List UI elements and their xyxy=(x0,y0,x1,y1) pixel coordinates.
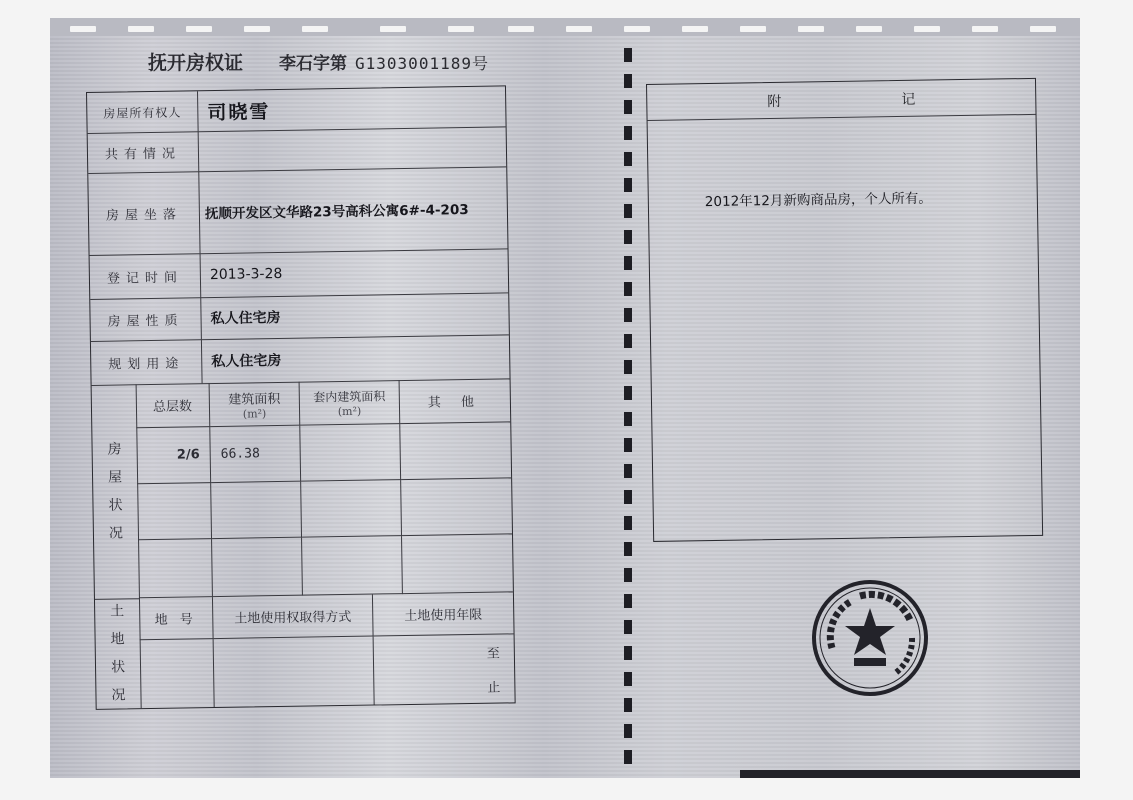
strip-mark xyxy=(1030,26,1056,32)
reg-time-row xyxy=(90,248,509,300)
title-prefix: 抚开房权证 xyxy=(148,52,244,74)
property-info-table xyxy=(86,85,516,710)
land-status-char: 地 xyxy=(110,631,125,648)
owner-value: 司晓雪 xyxy=(207,100,271,124)
floors-cell: 2/6 xyxy=(136,427,211,484)
header-inner-area-text: 套内建筑面积 xyxy=(313,388,386,404)
house-status-label xyxy=(92,384,140,600)
area-cell: 66.38 xyxy=(210,426,301,483)
land-status-char: 土 xyxy=(110,603,125,620)
strip-mark xyxy=(914,26,940,32)
header-inner-area-unit: (m²) xyxy=(337,404,362,418)
house-status-char: 状 xyxy=(108,497,123,514)
reg-time-value: 2013-3-28 xyxy=(209,265,283,284)
usage-row xyxy=(91,334,510,386)
empty-cell xyxy=(402,534,513,594)
location-label: 房屋坐落 xyxy=(88,171,200,255)
strip-mark xyxy=(448,26,474,32)
strip-mark xyxy=(244,26,270,32)
header-term: 土地使用年限 xyxy=(373,592,514,636)
nature-label: 房屋性质 xyxy=(90,297,202,341)
house-status-char: 况 xyxy=(108,525,124,542)
usage-label: 规划用途 xyxy=(91,339,203,385)
strip-mark xyxy=(856,26,882,32)
scanned-certificate xyxy=(50,18,1080,778)
strip-mark xyxy=(972,26,998,32)
empty-cell xyxy=(302,536,403,596)
header-area-text: 建筑面积 xyxy=(228,391,281,408)
empty-cell xyxy=(137,483,212,540)
land-status-label xyxy=(95,598,142,709)
strip-mark xyxy=(624,26,650,32)
strip-mark xyxy=(128,26,154,32)
strip-mark xyxy=(740,26,766,32)
reg-time-label: 登记时间 xyxy=(90,253,202,299)
empty-cell xyxy=(212,538,303,597)
term-end: 止 xyxy=(487,680,501,696)
annex-text: 2012年12月新购商品房，个人所有。 xyxy=(704,190,933,211)
annex-head-left: 附 xyxy=(767,91,902,110)
nature-value: 私人住宅房 xyxy=(210,309,281,328)
official-seal-icon xyxy=(810,578,930,698)
land-status-char: 状 xyxy=(110,659,126,676)
owner-label: 房屋所有权人 xyxy=(87,91,199,133)
location-value: 抚顺开发区文华路23号高科公寓6#-4-203 xyxy=(204,202,469,223)
inner-area-cell xyxy=(300,424,401,482)
house-status-char: 屋 xyxy=(107,469,123,486)
strip-mark xyxy=(380,26,406,32)
certificate-number: G1303001189号 xyxy=(355,54,489,73)
annex-head-right: 记 xyxy=(901,89,1036,108)
land-status-char: 况 xyxy=(111,687,126,704)
other-cell xyxy=(400,422,511,480)
co-owner-label: 共有情况 xyxy=(88,131,200,173)
annex-box xyxy=(646,78,1043,542)
empty-cell xyxy=(211,482,302,539)
scan-bottom-strip xyxy=(740,770,1080,778)
header-area-unit: (m²) xyxy=(242,406,267,421)
strip-mark xyxy=(566,26,592,32)
location-row xyxy=(88,166,507,256)
header-lot-no: 地 号 xyxy=(139,597,214,640)
house-status-char: 房 xyxy=(107,441,122,458)
acquire-cell xyxy=(214,637,375,708)
scan-top-strip xyxy=(50,18,1080,36)
strip-mark xyxy=(70,26,96,32)
strip-mark xyxy=(186,26,212,32)
lot-no-cell xyxy=(140,639,215,708)
header-acquire: 土地使用权取得方式 xyxy=(213,595,374,640)
strip-mark xyxy=(798,26,824,32)
header-other: 其 他 xyxy=(400,378,511,424)
page-fold xyxy=(624,48,632,768)
term-to: 至 xyxy=(486,646,500,662)
title-name-field: 李石字第 xyxy=(279,54,348,74)
header-floors: 总层数 xyxy=(136,383,211,428)
certificate-title xyxy=(148,48,489,78)
empty-cell xyxy=(401,478,512,536)
header-area xyxy=(210,382,301,427)
term-cell xyxy=(374,634,515,704)
empty-cell xyxy=(301,480,402,538)
annex-heading xyxy=(647,79,1036,121)
strip-mark xyxy=(302,26,328,32)
empty-cell xyxy=(138,539,213,598)
co-owner-value xyxy=(208,131,209,171)
usage-value: 私人住宅房 xyxy=(211,352,282,371)
header-inner-area xyxy=(300,380,401,426)
strip-mark xyxy=(508,26,534,32)
strip-mark xyxy=(682,26,708,32)
